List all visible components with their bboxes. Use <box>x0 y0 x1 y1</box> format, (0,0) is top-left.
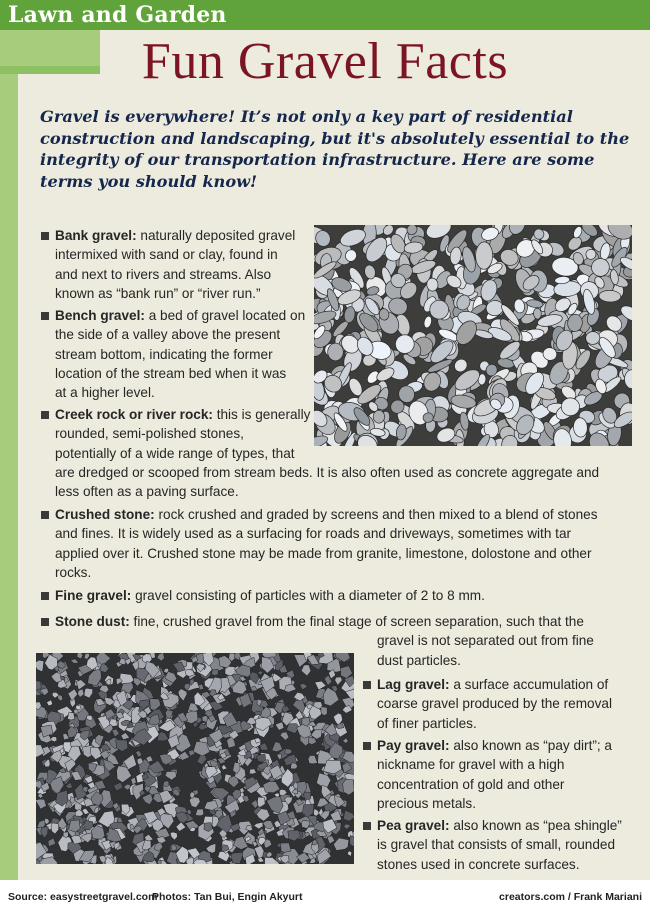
term-name: Pay gravel: <box>377 738 450 753</box>
term-line: stones used in concrete surfaces. <box>377 856 580 872</box>
term-name: Lag gravel: <box>377 677 450 692</box>
page-title: Fun Gravel Facts <box>141 33 509 90</box>
term-line: rocks. <box>55 564 92 580</box>
term-line: applied over it. Crushed stone may be made from granite, limestone, dolostone and other <box>55 545 592 561</box>
term-line: fine, crushed gravel from the final stage of screen separation, such that the <box>133 614 584 629</box>
term-pay-gravel <box>377 736 639 813</box>
term-line: and next to rivers and streams. Also <box>55 266 272 282</box>
left-stripe <box>0 74 18 880</box>
term-bench-gravel <box>55 306 315 402</box>
stone-chip <box>291 763 298 769</box>
term-stone-dust <box>55 612 635 670</box>
footer <box>0 880 650 911</box>
crushed-stone-photo-icon <box>36 653 354 864</box>
bullet-square-icon <box>363 681 371 689</box>
term-line: intermixed with sand or clay, found in <box>55 247 278 263</box>
term-line: at a higher level. <box>55 385 155 401</box>
stone-chip <box>67 713 74 720</box>
crushed-stone-photo <box>36 653 354 864</box>
bullet-square-icon <box>41 618 49 626</box>
intro-paragraph: Gravel is everywhere! It’s not only a key part of residential construction and landscaping, but it's absolutely essential to the integrity of our transportation infrastructure. Here are some terms you should know! <box>40 107 630 191</box>
stone-chip <box>281 843 292 853</box>
source-credit: Source: easystreetgravel.com <box>8 891 158 903</box>
bullet-square-icon <box>363 822 371 830</box>
section-label: Lawn and Garden <box>8 2 227 28</box>
term-line: this is generally <box>216 407 311 422</box>
term-line: gravel consisting of particles with a diameter of 2 to 8 mm. <box>135 588 485 603</box>
term-creek-rock <box>55 405 635 501</box>
bullet-square-icon <box>41 592 49 600</box>
bullet-square-icon <box>363 742 371 750</box>
term-bank-gravel <box>55 226 315 303</box>
term-line: also known as “pea shingle” <box>453 818 622 833</box>
stone-chip <box>157 860 162 864</box>
term-line: a bed of gravel located on <box>148 308 306 323</box>
syndicate-credit: creators.com / Frank Mariani <box>499 891 642 903</box>
term-name: Creek rock or river rock: <box>55 407 213 422</box>
term-name: Bank gravel: <box>55 228 137 243</box>
term-line: known as “bank run” or “river run.” <box>55 285 261 301</box>
term-name: Stone dust: <box>55 614 130 629</box>
term-line: of finer particles. <box>377 715 477 731</box>
term-line: the side of a valley above the present <box>55 327 281 343</box>
term-line: rounded, semi-polished stones, <box>55 426 244 442</box>
term-fine-gravel <box>55 586 635 605</box>
term-line: potentially of a wide range of types, that <box>55 445 295 461</box>
bullet-square-icon <box>41 511 49 519</box>
term-line: dust particles. <box>377 652 461 668</box>
bullet-square-icon <box>41 232 49 240</box>
term-line: less often as a paving surface. <box>55 484 239 500</box>
term-line: and fines. It is widely used as a surfacing for roads and driveways, sometimes with tar <box>55 526 572 542</box>
term-line: nickname for gravel with a high <box>377 757 565 773</box>
term-name: Pea gravel: <box>377 818 450 833</box>
term-line: is gravel that consists of small, rounded <box>377 837 616 853</box>
term-line: are dredged or scooped from stream beds. It is also often used as concrete aggregate and <box>55 464 600 480</box>
term-line: a surface accumulation of <box>453 677 609 692</box>
photo-credit: Photos: Tan Bui, Engin Akyurt <box>152 891 303 903</box>
term-name: Crushed stone: <box>55 507 155 522</box>
term-lag-gravel <box>377 675 639 733</box>
term-pea-gravel <box>377 816 639 874</box>
term-line: coarse gravel produced by the removal <box>377 696 612 712</box>
term-line: location of the stream bed when it was <box>55 365 287 381</box>
term-line: stream bottom, indicating the former <box>55 346 273 362</box>
term-line: concentration of gold and other <box>377 776 565 792</box>
bullet-square-icon <box>41 411 49 419</box>
stone-chip <box>36 680 41 690</box>
term-name: Fine gravel: <box>55 588 132 603</box>
term-line: naturally deposited gravel <box>140 228 296 243</box>
term-name: Bench gravel: <box>55 308 145 323</box>
term-line: precious metals. <box>377 795 476 811</box>
bullet-square-icon <box>41 312 49 320</box>
term-crushed-stone <box>55 505 635 582</box>
pebble <box>475 242 492 270</box>
term-line: also known as “pay dirt”; a <box>453 738 612 753</box>
pebble <box>327 343 343 361</box>
term-line: gravel is not separated out from fine <box>377 633 594 649</box>
term-line: rock crushed and graded by screens and then mixed to a blend of stones <box>158 507 598 522</box>
